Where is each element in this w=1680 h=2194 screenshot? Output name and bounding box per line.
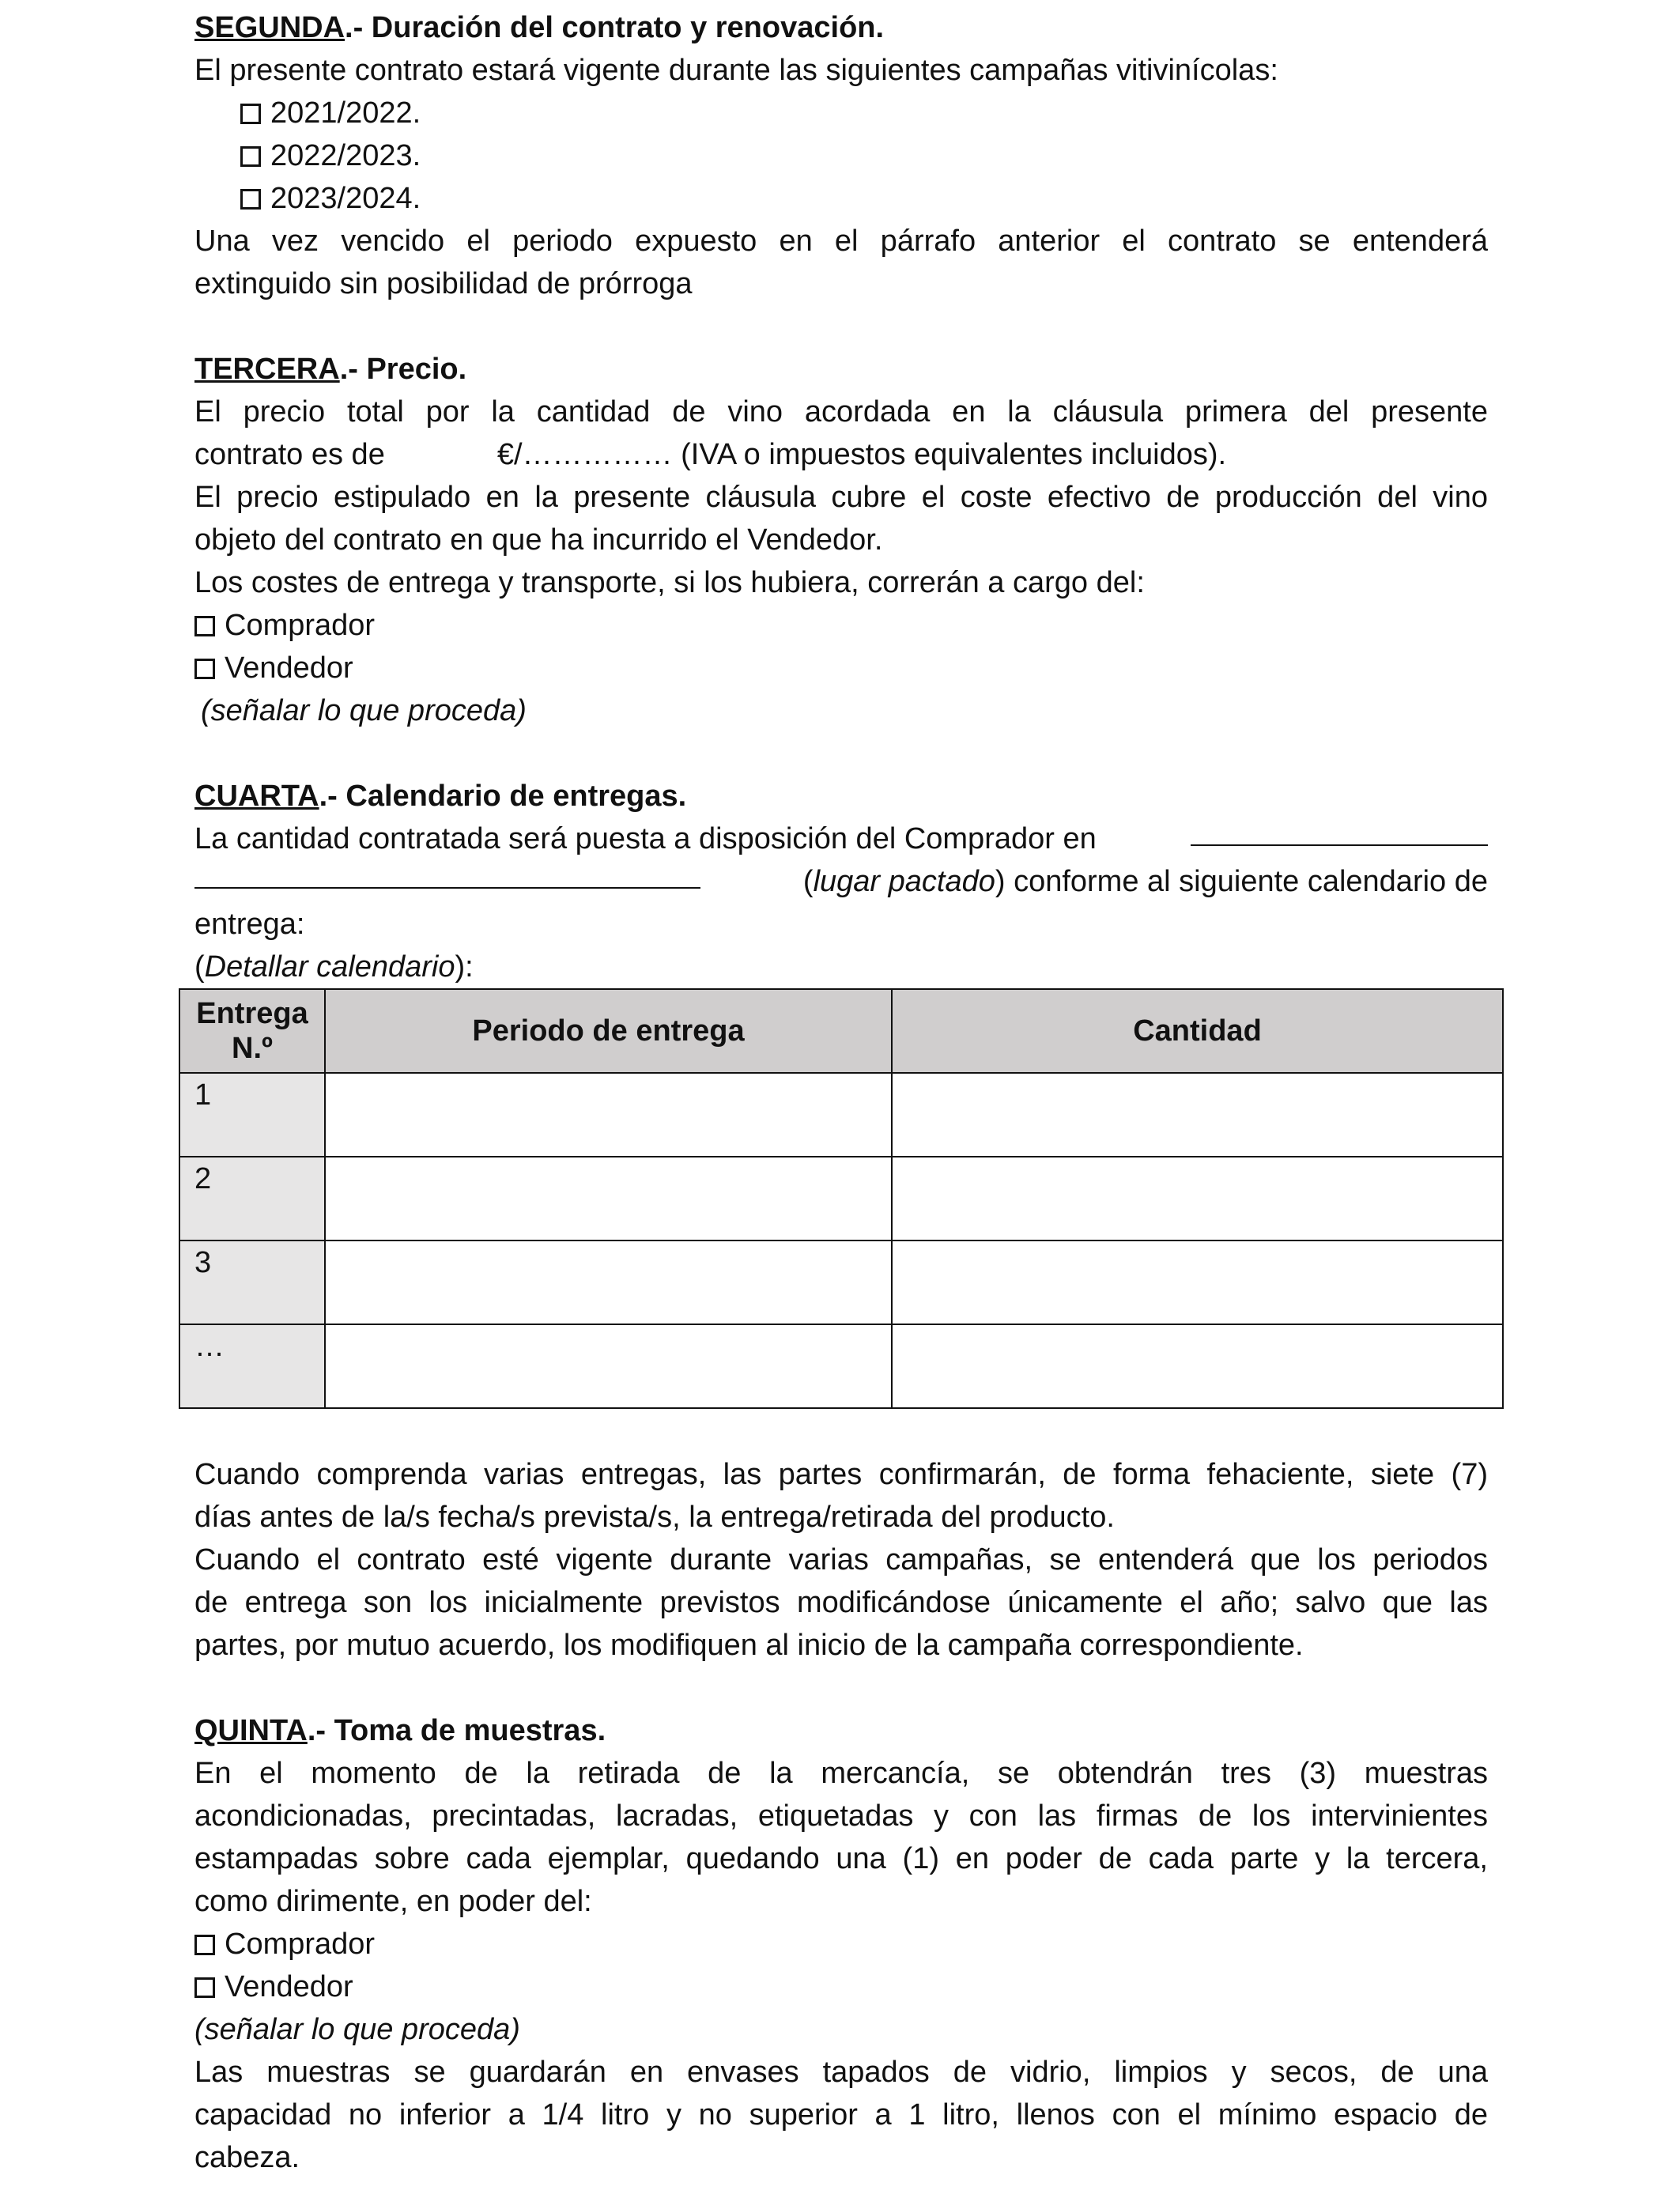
segunda-heading <box>194 6 1488 49</box>
periodo-cell[interactable] <box>325 1157 892 1240</box>
cuarta-heading-label: CUARTA <box>194 780 319 813</box>
tercera-note: (señalar lo que proceda) <box>201 694 527 727</box>
checkbox-icon[interactable] <box>194 1935 215 1955</box>
paren-close: ): <box>455 950 474 984</box>
tercera-price-line <box>194 433 1488 476</box>
checkbox-icon[interactable] <box>240 104 261 124</box>
cuarta-place-line-2 <box>194 860 1488 903</box>
quinta-text-line: acondicionadas, precintadas, lacradas, etiquetadas y con las firmas de los intervinientes <box>194 1799 1488 1833</box>
table-row <box>179 1073 1503 1157</box>
row-number: … <box>179 1324 325 1408</box>
cuarta-heading <box>194 775 1488 818</box>
sample-option-comprador[interactable] <box>194 1923 1488 1966</box>
quinta-text-line: capacidad no inferior a 1/4 litro y no superior a 1 litro, llenos con el mínimo espacio de <box>194 2098 1488 2132</box>
tercera-text-line: Los costes de entrega y transporte, si los hubiera, correrán a cargo del: <box>194 566 1145 599</box>
quinta-note: (señalar lo que proceda) <box>194 2013 520 2046</box>
cantidad-cell[interactable] <box>892 1157 1503 1240</box>
tercera-text-line: objeto del contrato en que ha incurrido el Vendedor. <box>194 523 883 557</box>
price-label: contrato es de <box>194 438 385 471</box>
checkbox-icon[interactable] <box>194 616 215 636</box>
campaign-option-label: 2023/2024. <box>270 181 421 215</box>
cuarta-calendar-label <box>194 946 1488 988</box>
row-number: 1 <box>179 1073 325 1157</box>
header-cantidad: Cantidad <box>892 989 1503 1073</box>
quinta-text-line: estampadas sobre cada ejemplar, quedando una (1) en poder de cada parte y la tercera, <box>194 1842 1488 1875</box>
cuarta-text-line: partes, por mutuo acuerdo, los modifiquen al inicio de la campaña correspondiente. <box>194 1629 1304 1662</box>
option-label: Comprador <box>225 1927 376 1961</box>
segunda-heading-label: SEGUNDA <box>194 11 345 44</box>
tercera-text-line: El precio total por la cantidad de vino acordada en la cláusula primera del presente <box>194 395 1488 429</box>
cuarta-place-text <box>803 860 1488 903</box>
cantidad-cell[interactable] <box>892 1073 1503 1157</box>
costs-option-comprador[interactable] <box>194 604 1488 647</box>
document-page <box>194 6 1488 2179</box>
place-blank-1[interactable] <box>1191 818 1488 846</box>
row-number: 2 <box>179 1157 325 1240</box>
cuarta-text-line: entrega: <box>194 908 305 941</box>
checkbox-icon[interactable] <box>194 1977 215 1998</box>
segunda-text-line: Una vez vencido el periodo expuesto en el párrafo anterior el contrato se entenderá <box>194 225 1488 258</box>
cuarta-text-line: Cuando el contrato esté vigente durante varias campañas, se entenderá que los periodos <box>194 1543 1488 1577</box>
place-blank-2[interactable] <box>194 860 700 889</box>
checkbox-icon[interactable] <box>240 189 261 210</box>
campaign-option-2[interactable] <box>194 134 1488 177</box>
campaign-option-label: 2022/2023. <box>270 138 421 172</box>
table-row <box>179 1157 1503 1240</box>
campaign-option-label: 2021/2022. <box>270 96 421 130</box>
price-unit: €/…………… (IVA o impuestos equivalentes incluidos). <box>496 438 1227 471</box>
segunda-intro: El presente contrato estará vigente durante las siguientes campañas vitivinícolas: <box>194 54 1278 87</box>
cuarta-heading-title: .- Calendario de entregas. <box>319 780 687 813</box>
quinta-heading-title: .- Toma de muestras. <box>307 1714 606 1747</box>
row-number: 3 <box>179 1240 325 1324</box>
cuarta-text: La cantidad contratada será puesta a disposición del Comprador en <box>194 822 1097 855</box>
segunda-text-line: extinguido sin posibilidad de prórroga <box>194 267 693 300</box>
table-header-row <box>179 989 1503 1073</box>
tercera-heading <box>194 348 1488 391</box>
option-label: Vendedor <box>225 651 353 685</box>
quinta-heading <box>194 1709 1488 1752</box>
campaign-option-3[interactable] <box>194 177 1488 220</box>
cuarta-place-line-1 <box>194 818 1488 860</box>
header-entrega: Entrega N.º <box>179 989 325 1073</box>
cuarta-text-line: días antes de la/s fecha/s prevista/s, la entrega/retirada del producto. <box>194 1501 1115 1534</box>
cuarta-text-line: de entrega son los inicialmente previstos modificándose únicamente el año; salvo que las <box>194 1586 1488 1619</box>
campaign-option-1[interactable] <box>194 92 1488 134</box>
sample-option-vendedor[interactable] <box>194 1966 1488 2008</box>
paren-open: ( <box>194 950 205 984</box>
calendar-table-wrapper <box>194 988 1488 1393</box>
quinta-text-line: cabeza. <box>194 2141 300 2174</box>
checkbox-icon[interactable] <box>240 146 261 167</box>
paren-open: ( <box>802 865 814 898</box>
segunda-heading-title: .- Duración del contrato y renovación. <box>345 11 885 44</box>
quinta-text-line: como dirimente, en poder del: <box>194 1885 592 1918</box>
detallar-calendario-label: Detallar calendario <box>204 950 455 984</box>
table-row <box>179 1324 1503 1408</box>
table-row <box>179 1240 1503 1324</box>
lugar-pactado-label: lugar pactado <box>813 865 995 898</box>
periodo-cell[interactable] <box>325 1240 892 1324</box>
calendar-table <box>179 988 1504 1409</box>
tercera-heading-title: .- Precio. <box>339 353 467 386</box>
cantidad-cell[interactable] <box>892 1324 1503 1408</box>
tercera-text-line: El precio estipulado en la presente cláusula cubre el coste efectivo de producción del vino <box>194 481 1488 514</box>
quinta-heading-label: QUINTA <box>194 1714 308 1747</box>
cantidad-cell[interactable] <box>892 1240 1503 1324</box>
header-periodo: Periodo de entrega <box>325 989 892 1073</box>
tercera-heading-label: TERCERA <box>194 353 340 386</box>
periodo-cell[interactable] <box>325 1324 892 1408</box>
option-label: Comprador <box>225 608 376 642</box>
quinta-text-line: En el momento de la retirada de la mercancía, se obtendrán tres (3) muestras <box>194 1757 1488 1790</box>
checkbox-icon[interactable] <box>194 659 215 679</box>
option-label: Vendedor <box>225 1969 353 2003</box>
quinta-text-line: Las muestras se guardarán en envases tapados de vidrio, limpios y secos, de una <box>194 2056 1488 2089</box>
periodo-cell[interactable] <box>325 1073 892 1157</box>
costs-option-vendedor[interactable] <box>194 647 1488 689</box>
cuarta-text: ) conforme al siguiente calendario de <box>995 865 1488 898</box>
cuarta-text-line: Cuando comprenda varias entregas, las partes confirmarán, de forma fehaciente, siete (7) <box>194 1458 1488 1491</box>
